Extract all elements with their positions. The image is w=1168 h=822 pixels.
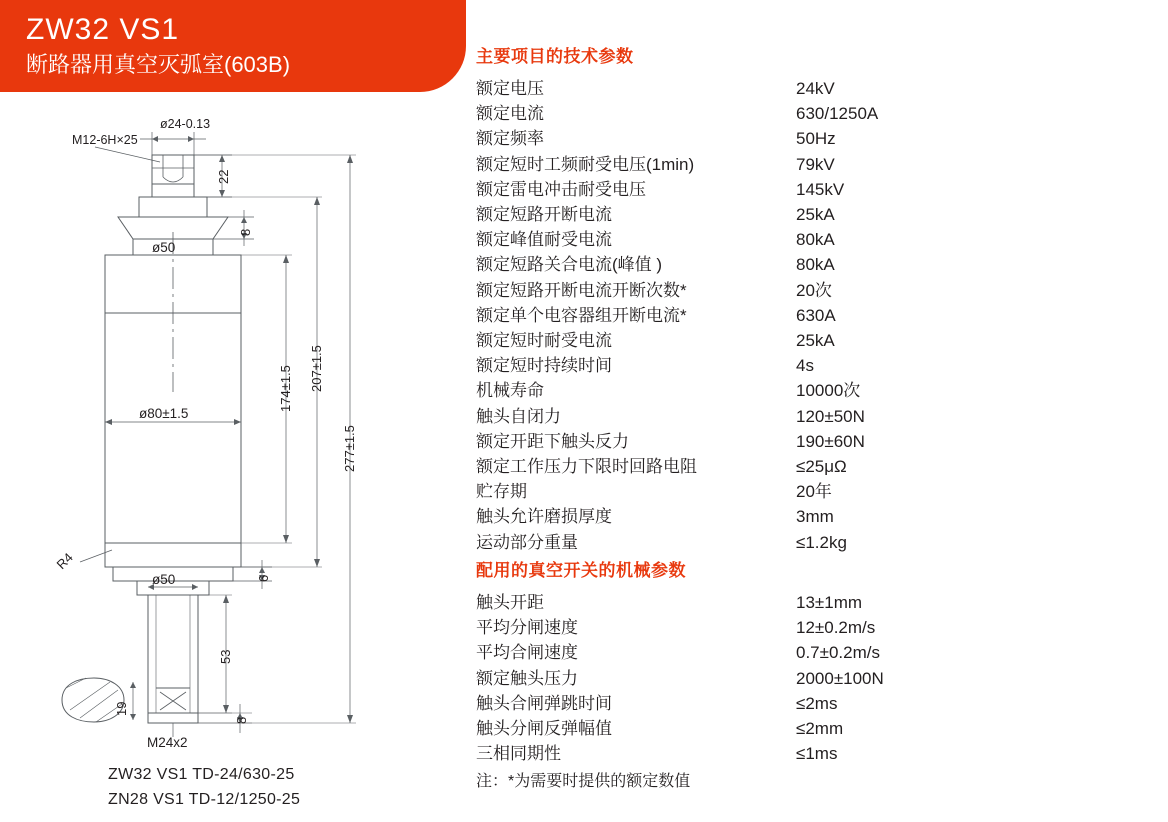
label-dim-19: 19 — [114, 701, 129, 716]
label-dia-top: ø24-0.13 — [160, 117, 211, 131]
spec-label: 触头开距 — [476, 593, 544, 612]
spec-label: 触头允许磨损厚度 — [476, 507, 612, 527]
spec-row — [476, 353, 1136, 378]
drawing-captions — [108, 762, 300, 812]
spec-label: 额定短时工频耐受电压(1min) — [476, 154, 695, 174]
caption-line-1: ZW32 VS1 TD-24/630-25 — [108, 766, 295, 783]
spec-row — [476, 590, 1136, 615]
spec-label: 机械寿命 — [476, 381, 544, 401]
drawing-svg — [0, 92, 470, 822]
label-dia-80: ø80±1.5 — [139, 406, 189, 421]
spec-value: 3mm — [796, 507, 834, 527]
spec-row — [476, 126, 1136, 151]
spec-value: ≤1.2kg — [796, 532, 847, 552]
spec-row — [476, 666, 1136, 691]
spec-row — [476, 716, 1136, 741]
spec-value: 2000±100N — [796, 668, 884, 688]
spec-value: 145kV — [796, 179, 845, 199]
label-dia-50-top: ø50 — [152, 240, 176, 255]
mechanical-specs-title: 配用的真空开关的机械参数 — [476, 561, 686, 580]
mechanical-specs-list — [476, 590, 1136, 766]
spec-value: ≤2ms — [796, 693, 838, 713]
spec-value: 50Hz — [796, 129, 836, 149]
spec-value: 24kV — [796, 79, 835, 98]
spec-row — [476, 252, 1136, 277]
label-dim-174: 174±1.5 — [278, 365, 293, 412]
spec-row — [476, 227, 1136, 252]
spec-label: 额定短时持续时间 — [476, 356, 612, 376]
spec-label: 触头合闸弹跳时间 — [476, 693, 612, 713]
spec-label: 额定短路关合电流(峰值 ) — [476, 255, 663, 275]
label-dim-53: 53 — [218, 649, 233, 664]
spec-label: 触头自闭力 — [476, 406, 561, 426]
spec-row — [476, 741, 1136, 766]
spec-row — [476, 378, 1136, 403]
caption-line-2: ZN28 VS1 TD-12/1250-25 — [108, 791, 301, 808]
spec-label: 额定短路开断电流开断次数* — [476, 280, 687, 300]
spec-label: 额定短路开断电流 — [476, 205, 612, 225]
spec-row — [476, 177, 1136, 202]
label-thread-top: M12-6H×25 — [72, 133, 138, 147]
spec-value: 0.7±0.2m/s — [796, 643, 880, 663]
label-dim-8-bottom: 8 — [234, 716, 249, 724]
spec-label: 额定峰值耐受电流 — [476, 230, 612, 250]
spec-row — [476, 278, 1136, 303]
mechanical-specs-section — [476, 556, 1136, 791]
spec-label: 平均分闸速度 — [476, 618, 578, 638]
spec-label: 额定短时耐受电流 — [476, 331, 612, 351]
spec-value: 10000次 — [796, 381, 861, 401]
spec-row — [476, 429, 1136, 454]
spec-label: 三相同期性 — [476, 744, 561, 764]
spec-value: 25kA — [796, 205, 835, 225]
spec-value: 20年 — [796, 482, 832, 502]
spec-value: ≤2mm — [796, 719, 844, 739]
spec-label: 运动部分重量 — [476, 532, 578, 552]
specs-footnote: 注：*为需要时提供的额定数值 — [476, 773, 691, 791]
spec-value: ≤25μΩ — [796, 457, 847, 477]
spec-label: 额定开距下触头反力 — [476, 431, 629, 451]
header-banner — [0, 0, 466, 92]
main-specs-list — [476, 76, 1136, 555]
label-dim-22: 22 — [216, 169, 231, 184]
label-radius-r4: R4 — [53, 549, 76, 573]
spec-row — [476, 615, 1136, 640]
spec-row — [476, 404, 1136, 429]
spec-row — [476, 76, 1136, 101]
spec-row — [476, 101, 1136, 126]
spec-row — [476, 479, 1136, 504]
spec-label: 额定工作压力下限时回路电阻 — [476, 457, 697, 477]
spec-row — [476, 152, 1136, 177]
product-subtitle: 断路器用真空灭弧室(603B) — [26, 52, 291, 77]
spec-row — [476, 504, 1136, 529]
spec-value: 25kA — [796, 331, 835, 351]
spec-label: 额定电压 — [476, 79, 544, 98]
spec-value: 630A — [796, 305, 836, 325]
spec-label: 额定单个电容器组开断电流* — [476, 305, 687, 325]
spec-row — [476, 530, 1136, 555]
spec-row — [476, 691, 1136, 716]
label-dim-8-top: 8 — [238, 228, 253, 236]
spec-row — [476, 303, 1136, 328]
spec-value: 80kA — [796, 230, 835, 250]
spec-row — [476, 202, 1136, 227]
spec-value: ≤1ms — [796, 744, 838, 764]
technical-drawing — [0, 92, 470, 822]
spec-value: 13±1mm — [796, 593, 863, 612]
spec-label: 额定触头压力 — [476, 668, 578, 688]
spec-value: 20次 — [796, 280, 832, 300]
spec-label: 额定频率 — [476, 129, 544, 149]
spec-row — [476, 454, 1136, 479]
label-dim-207: 207±1.5 — [309, 345, 324, 392]
spec-label: 贮存期 — [476, 482, 527, 502]
spec-value: 79kV — [796, 154, 835, 174]
spec-row — [476, 640, 1136, 665]
label-dim-277: 277±1.5 — [342, 425, 357, 472]
spec-value: 120±50N — [796, 406, 865, 426]
spec-value: 4s — [796, 356, 814, 376]
spec-value: 630/1250A — [796, 104, 879, 124]
spec-label: 触头分闸反弹幅值 — [476, 719, 612, 739]
main-specs-title: 主要项目的技术参数 — [476, 47, 634, 66]
product-title: ZW32 VS1 — [26, 13, 180, 46]
spec-row — [476, 328, 1136, 353]
spec-label: 平均合闸速度 — [476, 643, 578, 663]
spec-value: 80kA — [796, 255, 835, 275]
spec-label: 额定雷电冲击耐受电压 — [476, 179, 646, 199]
main-specs-section — [476, 42, 1136, 555]
spec-value: 190±60N — [796, 431, 865, 451]
label-dim-6: 6 — [256, 574, 271, 582]
spec-value: 12±0.2m/s — [796, 618, 876, 638]
spec-label: 额定电流 — [476, 104, 544, 124]
label-dia-50-bottom: ø50 — [152, 572, 176, 587]
label-thread-bottom: M24x2 — [147, 735, 188, 750]
